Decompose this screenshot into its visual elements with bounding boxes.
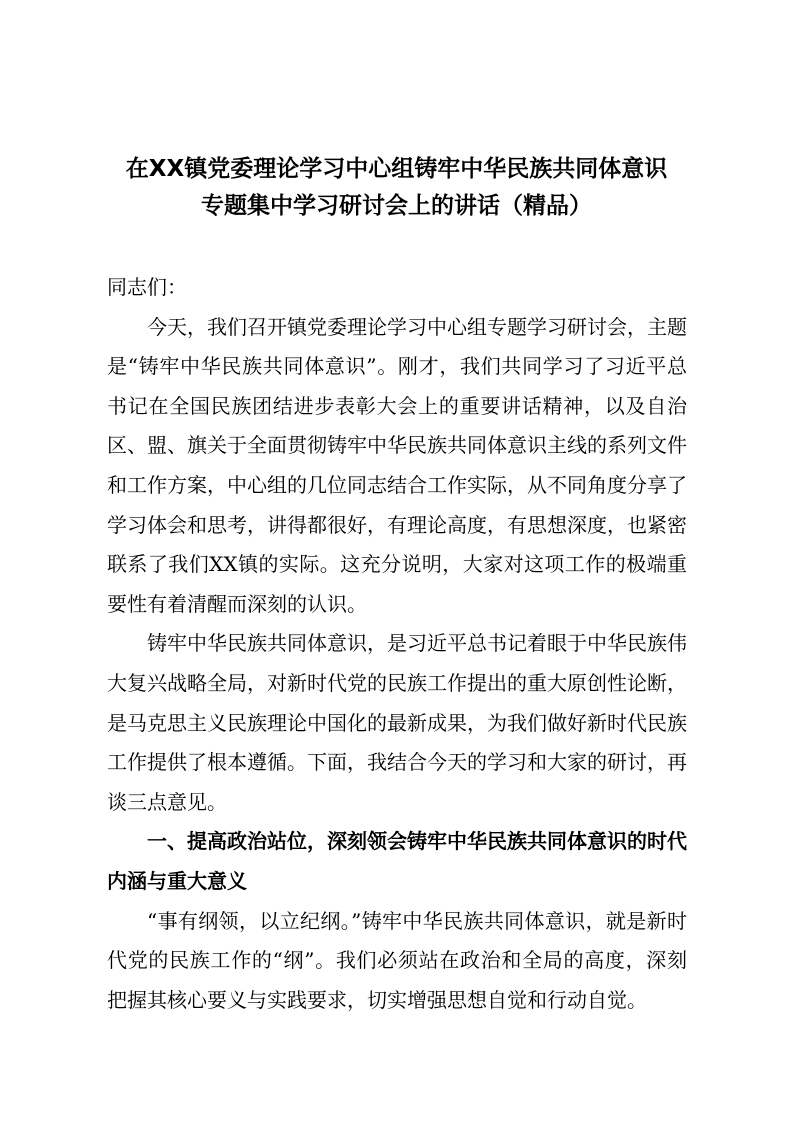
section-heading: 一、提高政治站位，深刻领会铸牢中华民族共同体意识的时代内涵与重大意义: [107, 829, 687, 893]
title-line-2: 专题集中学习研讨会上的讲话（精品）: [201, 193, 592, 219]
document-body: [107, 268, 687, 1020]
salutation: 同志们：: [107, 275, 187, 299]
title-line-1: 在XX镇党委理论学习中心组铸牢中华民族共同体意识: [125, 156, 668, 182]
paragraph-2: 铸牢中华民族共同体意识，是习近平总书记着眼于中华民族伟大复兴战略全局，对新时代党的民族工作提出的重大原创性论断，是马克思主义民族理论中国化的最新成果，为我们做好新时代民族工作提供了根本遵循。下面，我结合今天的学习和大家的研讨，再谈三点意见。: [107, 631, 687, 814]
section-paragraph: “事有纲领，以立纪纲。”铸牢中华民族共同体意识，就是新时代党的民族工作的“纲”。我们必须站在政治和全局的高度，深刻把握其核心要义与实践要求，切实增强思想自觉和行动自觉。: [107, 908, 687, 1012]
page-title: [100, 151, 693, 225]
paragraph-1: 今天，我们召开镇党委理论学习中心组专题学习研讨会，主题是“铸牢中华民族共同体意识”。刚才，我们共同学习了习近平总书记在全国民族团结进步表彰大会上的重要讲话精神，以及自治区、盟、旗关于全面贯彻铸牢中华民族共同体意识主线的系列文件和工作方案，中心组的几位同志结合工作实际，从不同角度分享了学习体会和思考，讲得都很好，有理论高度，有思想深度，也紧密联系了我们XX镇的实际。这充分说明，大家对这项工作的极端重要性有着清醒而深刻的认识。: [107, 314, 687, 616]
